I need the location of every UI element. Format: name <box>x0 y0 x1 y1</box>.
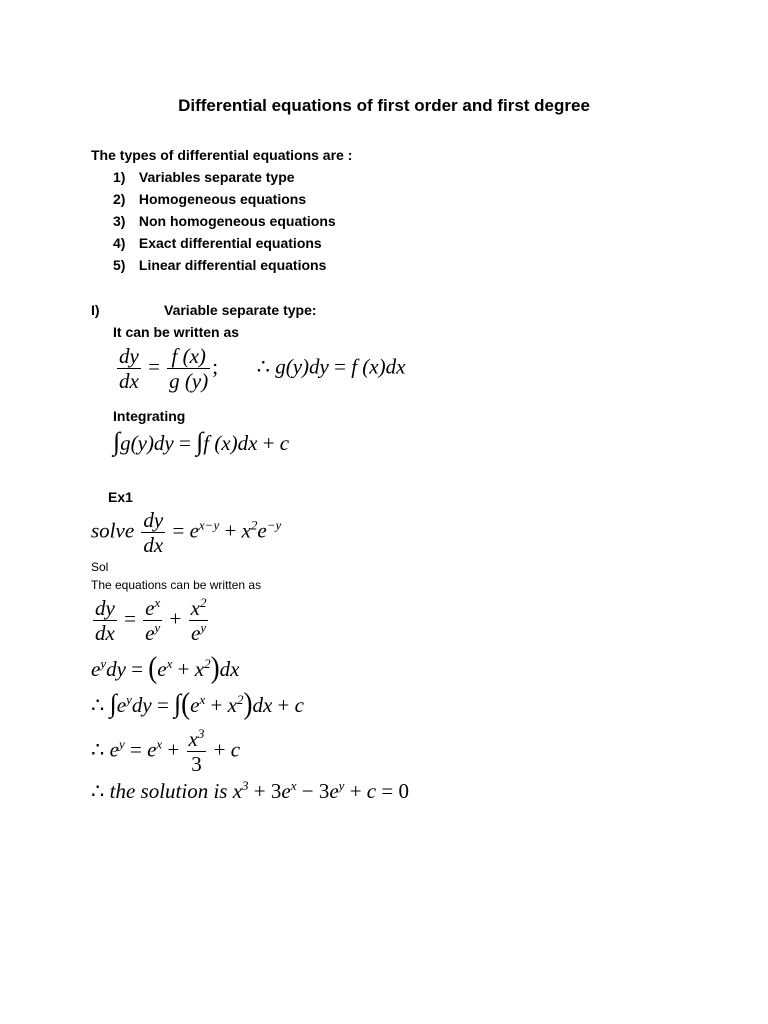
integrating-text: Integrating <box>113 408 186 424</box>
list-label: Non homogeneous equations <box>138 213 336 229</box>
separation-equation: $\frac{dy}{dx}$ = $\frac{f (x)}{g (y)}$ ; ∴ g(y)dy = f (x)dx <box>119 344 406 394</box>
solution-text: the solution is <box>109 779 228 803</box>
written-as-text: The equations can be written as <box>91 578 262 592</box>
example-equation: solve $\frac{dy}{dx}$ = $e^{x-y} + x^2e^{-y}$ <box>91 508 282 558</box>
list-label: Linear differential equations <box>138 257 327 273</box>
list-number: 5) <box>113 257 126 273</box>
list-number: 3) <box>113 213 126 229</box>
list-label: Exact differential equations <box>138 235 322 251</box>
page-title: Differential equations of first order and first degree <box>178 96 590 115</box>
types-intro: The types of differential equations are : <box>91 147 353 163</box>
list-number: 4) <box>113 235 126 251</box>
list-item <box>113 235 322 251</box>
final-solution: ∴ the solution is $x^3 + 3e^x - 3e^y + c = 0$ <box>91 778 409 803</box>
list-item <box>113 191 306 207</box>
separated-equation: $e^ydy = (e^x + x^2)dx$ <box>91 649 240 685</box>
list-label: Homogeneous equations <box>138 191 307 207</box>
list-item <box>113 169 295 185</box>
list-label: Variables separate type <box>138 169 295 185</box>
list-item <box>113 213 336 229</box>
section-number: I) <box>91 302 100 318</box>
result-equation: ∴ $e^y = e^x$ + $\frac{x^3}{3}$ + c <box>91 726 241 777</box>
rewritten-equation: $\frac{dy}{dx}$ = $\frac{e^x}{e^y}$ + $\frac{x^2}{e^y}$ <box>95 595 207 646</box>
written-as-text: It can be written as <box>113 324 240 340</box>
list-number: 2) <box>113 191 126 207</box>
sol-label: Sol <box>91 560 109 574</box>
integrated-equation: ∴ $\int e^ydy = \int(e^x + x^2)dx + c$ <box>91 685 304 721</box>
section-title: Variable separate type: <box>164 302 317 318</box>
list-item <box>113 257 326 273</box>
list-number: 1) <box>113 169 126 185</box>
example-label: Ex1 <box>108 489 133 505</box>
integral-equation: ∫g(y)dy = ∫f (x)dx + c <box>113 427 290 456</box>
